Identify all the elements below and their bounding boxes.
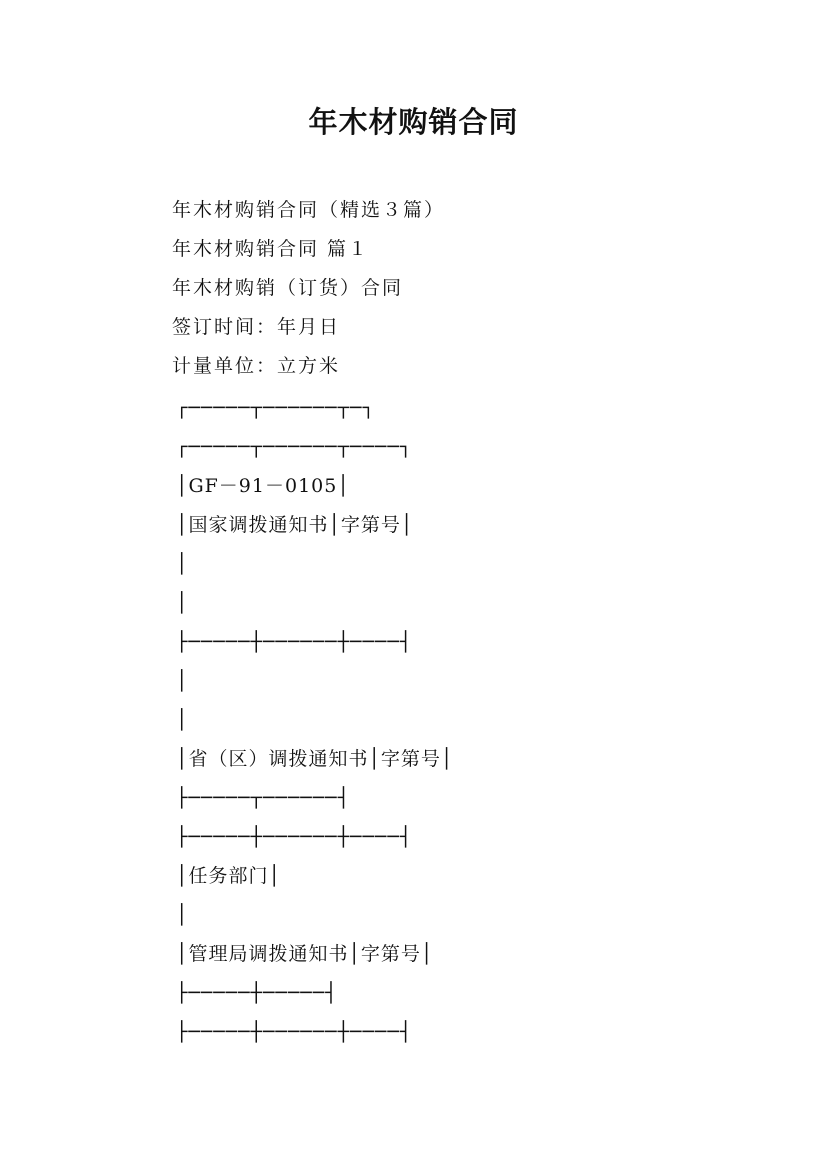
intro-line: 年木材购销合同 篇１: [172, 238, 370, 260]
form-line: ├─────┼──────┼────┤: [176, 631, 413, 653]
document-title: 年木材购销合同: [308, 105, 519, 139]
form-line: │GF－91－0105│: [176, 475, 350, 497]
intro-line: 计量单位：立方米: [172, 355, 341, 377]
form-line: ├─────┼──────┼────┤: [176, 1021, 413, 1043]
form-line: ├─────┬──────┤: [176, 787, 351, 809]
intro-line: 签订时间：年月日: [172, 316, 341, 338]
form-line: ┌─────┬──────┬────┐: [176, 436, 413, 458]
form-lines: [176, 389, 453, 1052]
form-line: ┌─────┬──────┬─┐: [176, 397, 376, 419]
form-line: │: [176, 904, 189, 926]
intro-line: 年木材购销合同（精选３篇）: [172, 199, 446, 221]
form-line: │: [176, 592, 189, 614]
form-line: │: [176, 670, 189, 692]
form-line: │管理局调拨通知书│字第号│: [176, 943, 434, 965]
intro-lines: [172, 195, 445, 390]
form-line: │: [176, 709, 189, 731]
form-line: ├─────┼─────┤: [176, 982, 338, 1004]
form-line: │任务部门│: [176, 865, 281, 887]
form-line: ├─────┼──────┼────┤: [176, 826, 413, 848]
form-line: │省（区）调拨通知书│字第号│: [176, 748, 454, 770]
intro-line: 年木材购销（订货）合同: [172, 277, 404, 299]
form-line: │国家调拨通知书│字第号│: [176, 514, 414, 536]
form-line: │: [176, 553, 189, 575]
